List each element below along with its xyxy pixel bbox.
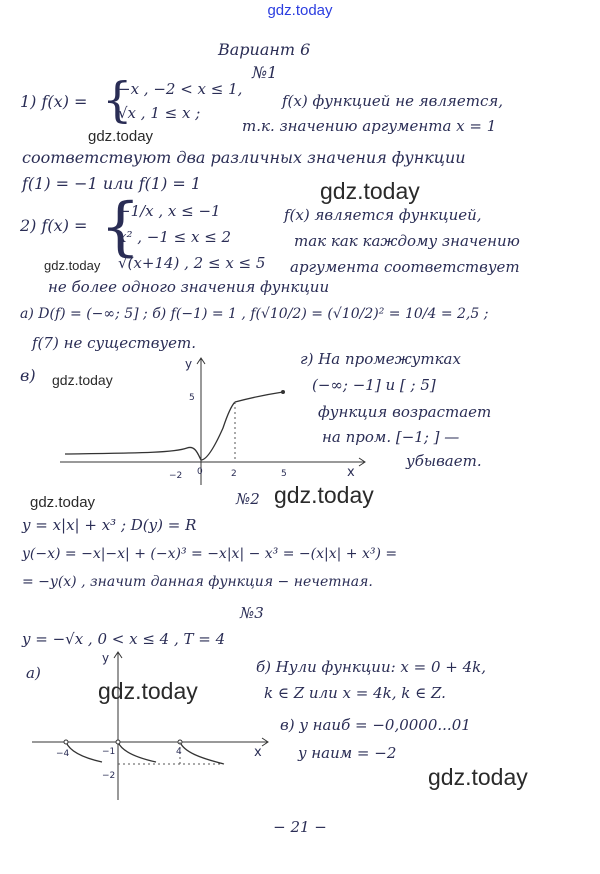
task3-b1: б) Нули функции: x = 0 + 4k, [256,658,487,676]
task1-number: №1 [252,63,278,82]
p1-text4: f(1) = −1 или f(1) = 1 [22,174,202,193]
graph3-tick-4: 4 [176,747,182,757]
graph1-tick-m2: −2 [169,471,183,481]
p1-text3: соответствуют два различных значения функции [22,148,466,167]
g-text5: убывает. [406,452,482,470]
watermark-1: gdz.today [88,128,154,145]
task2-line3: = −y(x) , значит данная функция − нечетная. [22,574,373,590]
watermark-5: gdz.today [30,494,96,511]
p1-label: 1) f(x) = [20,92,88,111]
watermark-8: gdz.today [428,764,528,790]
p2-text4: не более одного значения функции [48,278,330,296]
p2-label: 2) f(x) = [20,216,88,235]
watermark-4: gdz.today [52,372,113,388]
p2-text3: аргумента соответствует [290,258,520,276]
p1-case2: √x , 1 ≤ x ; [118,104,201,122]
graph1-curve [65,402,235,460]
graph-task3 [28,640,278,805]
p2-brace: { [100,190,141,264]
task3-number: №3 [240,604,264,622]
variant-title: Вариант 6 [218,40,311,59]
graph1-endpoint [281,390,285,394]
graph1-tick-2: 2 [231,469,237,479]
graph3-branch-3 [180,742,224,764]
task3-v1: в) y наиб = −0,0000...01 [280,716,471,734]
graph1-y-label: y [185,357,193,371]
g-text1: г) На промежутках [300,350,461,368]
graph3-tick-m2: −2 [102,771,116,781]
task3-part-a: а) [26,664,41,682]
graph3-x-label: x [254,745,262,760]
task3-line1: y = −√x , 0 < x ≤ 4 , T = 4 [22,630,226,648]
task2-number: №2 [236,490,260,508]
g-text3: функция возрастает [318,403,492,421]
graph1-curve-tail [235,392,283,402]
p2-text1: f(x) является функцией, [284,206,482,224]
p2-case1: −1/x , x ≤ −1 [118,202,221,220]
p1-text1: f(x) функцией не является, [282,92,504,110]
p1-case1: −x , −2 < x ≤ 1, [118,80,243,98]
part-v-label: в) [20,366,36,385]
task2-line1: y = x|x| + x³ ; D(y) = R [22,516,197,534]
graph3-y-label: y [102,651,110,665]
site-header[interactable]: gdz.today [267,2,333,19]
graph1-tick-0: 0 [197,467,203,477]
watermark-3: gdz.today [44,258,101,273]
graph3-open-1 [64,740,68,744]
watermark-6: gdz.today [274,482,374,508]
f7-line: f(7) не существует. [32,334,197,352]
graph1-x-label: x [347,465,355,480]
p1-text2: т.к. значению аргумента x = 1 [242,117,497,135]
graph3-branch-2 [118,742,156,762]
graph1-tick-5x: 5 [281,469,287,479]
graph3-tick-m1: −1 [102,747,116,757]
p2-case3: √(x+14) , 2 ≤ x ≤ 5 [118,254,266,272]
graph1-tick-5: 5 [189,393,195,403]
page-number: − 21 − [273,818,327,836]
graph3-open-2 [116,740,120,744]
task3-v2: y наим = −2 [298,744,397,762]
task3-b2: k ∈ Z или x = 4k, k ∈ Z. [264,684,446,702]
graph3-branch-1 [66,742,102,762]
p2-text2: так как каждому значению [294,232,520,250]
watermark-7: gdz.today [98,678,198,704]
g-text4: на пром. [−1; ] — [322,428,460,446]
g-text2: (−∞; −1] и [ ; 5] [312,376,436,394]
p2-case2: x² , −1 ≤ x ≤ 2 [118,228,232,246]
task2-line2: y(−x) = −x|−x| + (−x)³ = −x|x| − x³ = −(x|x| + x³) = [22,546,398,562]
graph3-tick-m4: −4 [56,749,70,759]
p1-brace: { [102,72,133,128]
domain-line: а) D(f) = (−∞; 5] ; б) f(−1) = 1 , f(√10/2) = (√10/2)² = 10/4 = 2,5 ; [20,306,489,322]
watermark-2: gdz.today [320,178,420,204]
